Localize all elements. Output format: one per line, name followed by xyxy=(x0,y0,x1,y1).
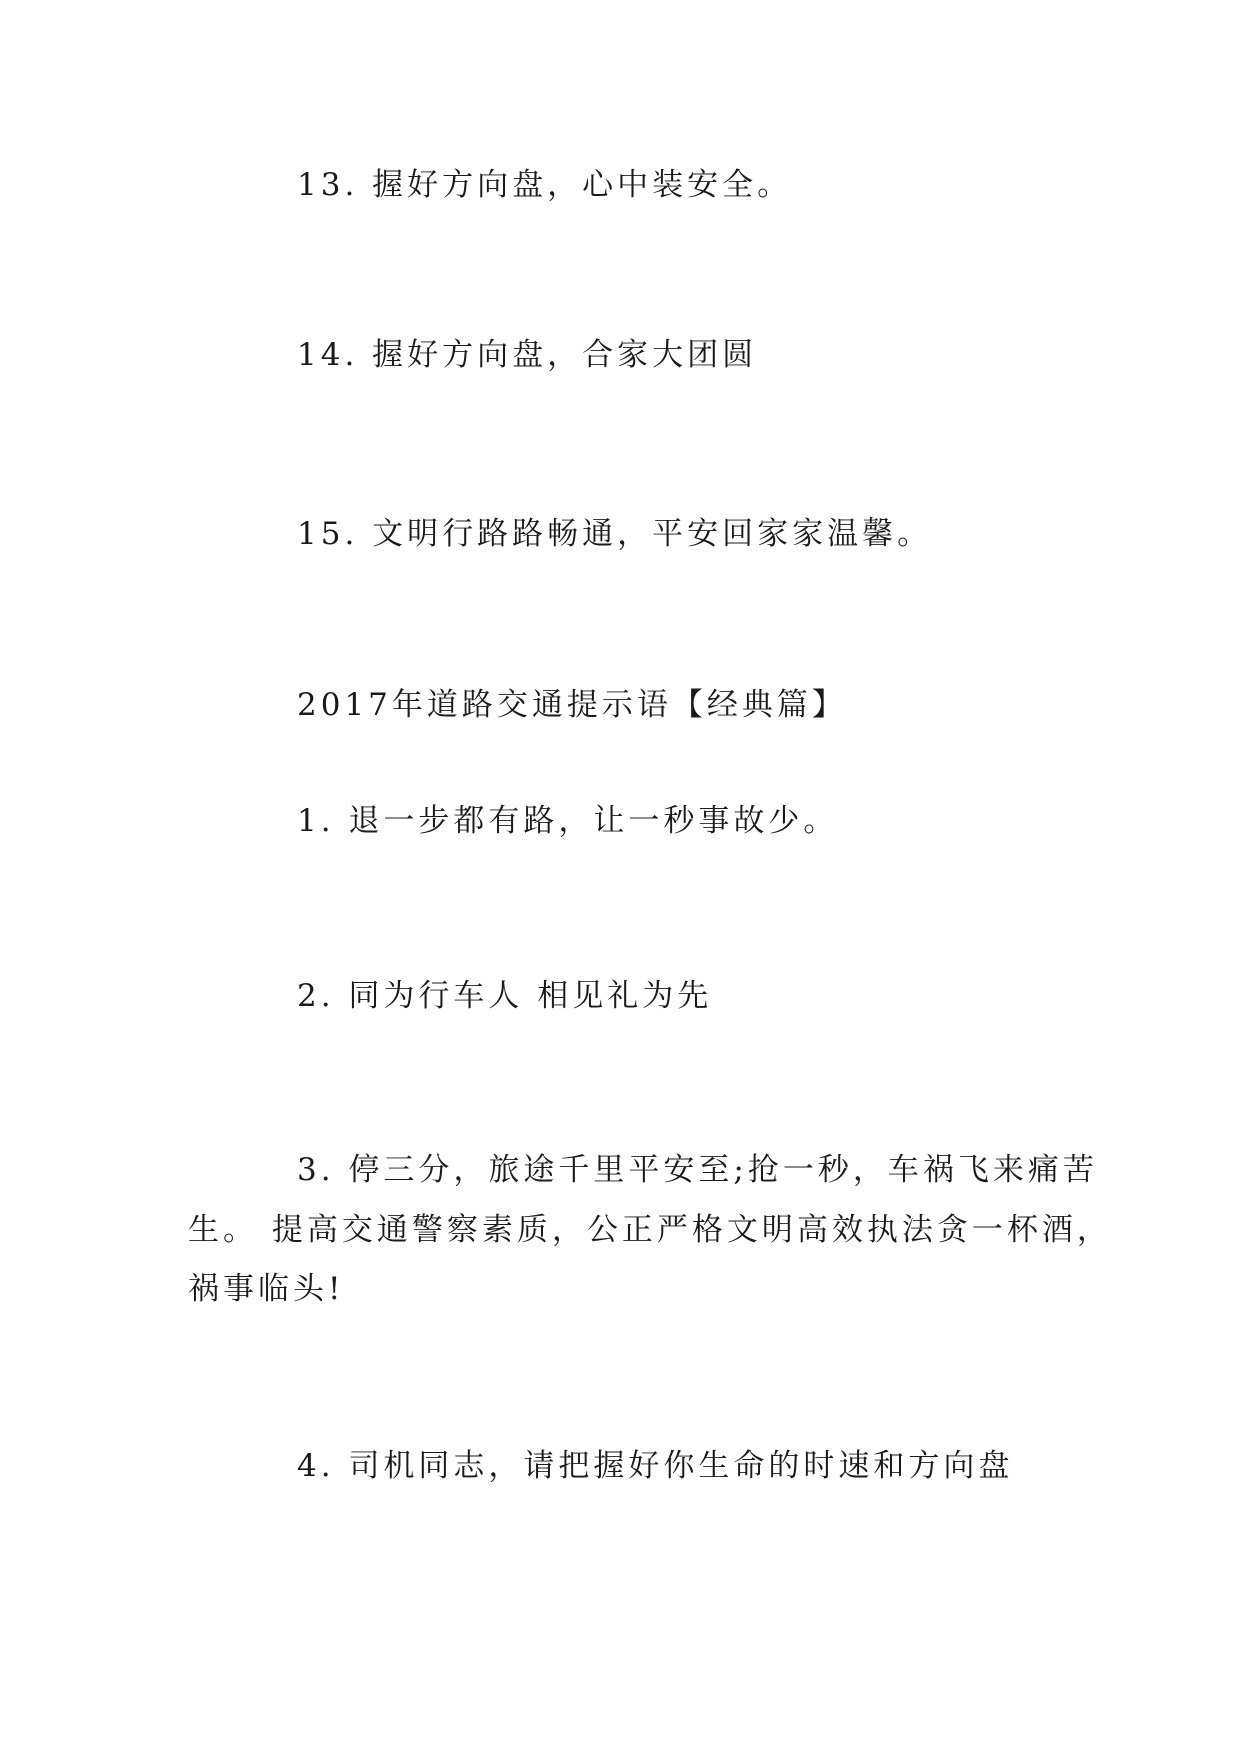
paragraph-line: 生。 提高交通警察素质，公正严格文明高效执法贪一杯酒， xyxy=(188,1212,1112,1248)
item-text: 文明行路路畅通，平安回家家温馨。 xyxy=(372,516,933,552)
item-number: 13. xyxy=(297,167,359,203)
item-number: 4. xyxy=(297,1448,335,1484)
item-text: 同为行车人 相见礼为先 xyxy=(348,978,713,1014)
list-item xyxy=(297,978,713,1014)
list-item xyxy=(297,516,933,552)
item-number: 15. xyxy=(297,516,359,552)
paragraph-line: 3. 停三分，旅途千里平安至;抢一秒，车祸飞来痛苦 xyxy=(297,1152,1098,1188)
list-item xyxy=(297,167,793,203)
paragraph-line: 祸事临头! xyxy=(188,1271,345,1307)
item-text: 司机同志，请把握好你生命的时速和方向盘 xyxy=(348,1448,1014,1484)
item-text: 退一步都有路，让一秒事故少。 xyxy=(348,803,839,839)
section-title: 2017年道路交通提示语【经典篇】 xyxy=(297,687,847,723)
item-text: 握好方向盘，心中装安全。 xyxy=(372,167,793,203)
list-item xyxy=(297,1448,1014,1484)
item-number: 1. xyxy=(297,803,335,839)
list-item xyxy=(297,337,758,373)
item-number: 14. xyxy=(297,337,359,373)
list-item xyxy=(297,803,839,839)
item-number: 2. xyxy=(297,978,335,1014)
item-text: 握好方向盘，合家大团圆 xyxy=(372,337,758,373)
